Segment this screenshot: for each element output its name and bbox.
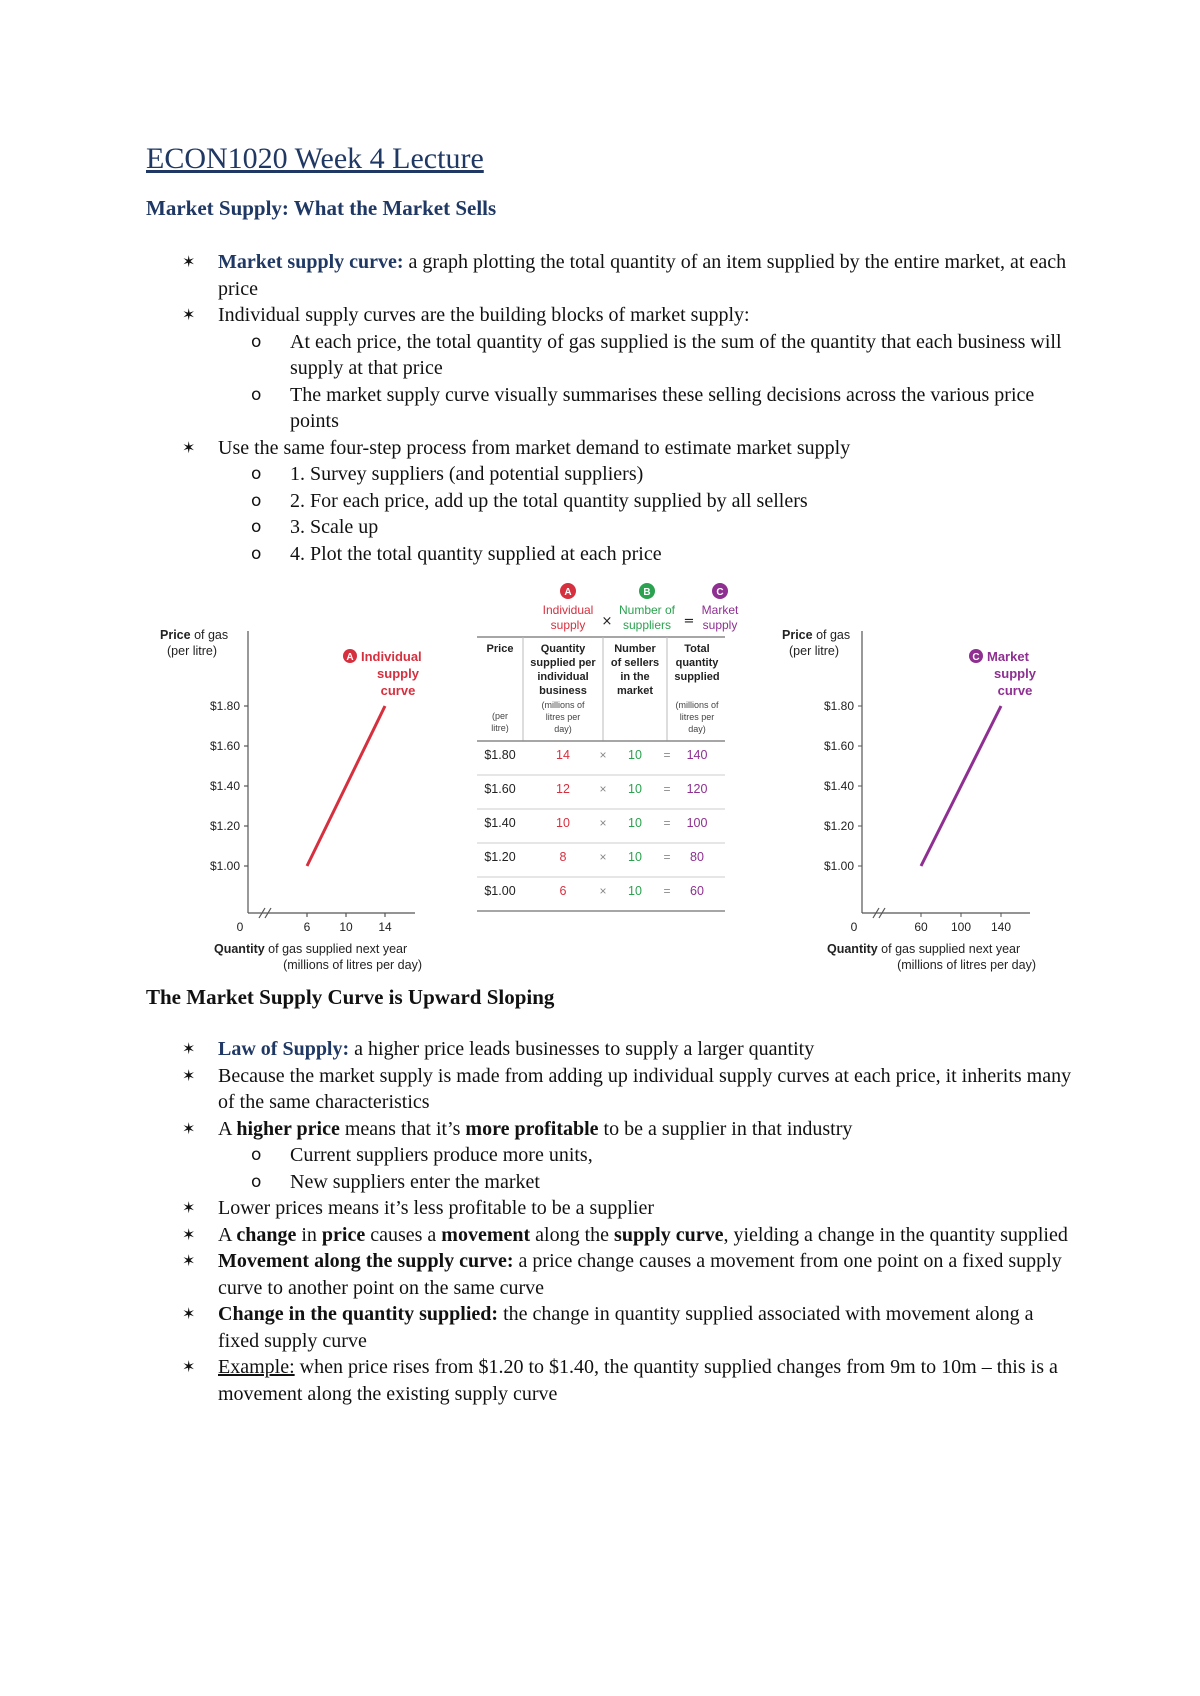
y-tick-label: $1.00 [823,859,854,873]
sub-list-item [218,488,1076,515]
y-tick-label: $1.00 [209,859,240,873]
table-top-a-line-1: Individual [542,603,594,617]
cell-qty: 6 [559,884,567,898]
col-header-num-4: market [616,685,654,697]
sub-bullet-icon: o [251,384,262,405]
equals-sign: = [663,782,671,796]
term-movement-along-curve: Movement along the supply curve: [218,1250,514,1272]
sub-list-item-text: 3. Scale up [290,516,379,538]
emphasis-price: price [321,1223,366,1246]
cell-price: $1.80 [484,748,516,762]
text-run: to be a supplier in that industry [598,1117,853,1140]
x-tick-label: 6 [303,920,311,934]
sub-list [218,461,1076,567]
times-sign: × [601,614,613,629]
table-row [477,748,725,775]
list-item [146,1195,1076,1222]
curve-label-line-3: curve [997,683,1033,698]
text-run: along the [530,1223,615,1246]
upward-sloping-bullets [146,1036,1076,1407]
sub-list-item [218,1142,1076,1169]
table-top-b-line-2: suppliers [622,618,672,632]
emphasis-higher-price: higher price [236,1117,340,1140]
table-badge-c-letter: C [716,587,724,598]
sub-list-item-text: The market supply curve visually summarises these selling decisions across the various price points [290,383,1035,432]
col-header-total-2: quantity [675,657,719,669]
col-unit-qty-2: litres per [545,712,581,722]
left-y-axis-unit: (per litre) [167,644,218,658]
cell-qty: 14 [556,748,570,762]
times-sign: × [599,748,607,762]
individual-supply-chart [160,628,422,972]
bullet-icon: ✶ [182,1224,196,1244]
cell-qty: 10 [556,816,570,830]
cell-sellers: 10 [628,850,642,864]
market-supply-chart [770,625,1070,985]
bullet-icon: ✶ [182,1251,196,1270]
col-header-num-1: Number [614,643,656,655]
individual-supply-curve [307,706,385,866]
equals-sign: = [663,816,671,830]
section-heading-upward-sloping: The Market Supply Curve is Upward Sloping [146,985,555,1009]
cell-price: $1.60 [484,782,516,796]
emphasis-more-profitable: more profitable [465,1117,599,1140]
col-header-num-3: in the [620,671,650,683]
x-tick-label: 100 [950,920,972,934]
col-header-price: Price [486,643,514,655]
x-tick-label: 0 [850,920,858,934]
curve-label-line-1: Market [987,649,1029,664]
list-item [146,1301,1076,1354]
col-header-qty-1: Quantity [540,643,586,655]
table-row [484,884,704,898]
sub-bullet-icon: o [251,331,262,352]
col-unit-qty-1: (millions of [541,700,585,710]
table-badge-a-letter: A [564,587,572,598]
emphasis-movement: movement [441,1223,531,1246]
table-badge-b-letter: B [643,587,651,598]
text-run: causes a [365,1223,442,1246]
list-item [146,435,1076,568]
col-unit-price-2: litre) [491,723,509,733]
list-item [146,1036,1076,1063]
x-tick-label: 140 [990,920,1012,934]
x-tick-label: 60 [914,920,928,934]
sub-list-item-text: New suppliers enter the market [290,1170,540,1193]
y-tick-label: $1.80 [823,699,854,713]
times-sign: × [599,884,607,898]
sub-bullet-icon: o [251,464,262,484]
term-law-of-supply: Law of Supply: [218,1038,350,1060]
market-supply-curve [921,706,1001,866]
list-item [146,1063,1076,1116]
curve-label-line-2: supply [994,666,1036,681]
definition-text: a higher price leads businesses to supply a larger quantity [349,1038,815,1060]
y-tick-label: $1.20 [209,819,240,833]
equals-sign: = [683,614,695,629]
right-y-axis-label: Price of gas [782,628,851,642]
emphasis-change: change [236,1223,297,1246]
left-x-axis-label: Quantity of gas supplied next year [214,942,408,956]
sub-list-item [218,461,1076,488]
col-header-qty-4: business [539,685,587,697]
cell-qty: 8 [559,850,567,864]
col-unit-total-3: day) [688,724,706,734]
cell-total: 140 [686,748,708,762]
sub-bullet-icon: o [251,517,262,537]
page-title: ECON1020 Week 4 Lecture [146,142,484,175]
list-item-text: Individual supply curves are the building blocks of market supply: [218,304,750,326]
list-item [146,249,1076,302]
left-y-axis-label: Price of gas [160,628,229,642]
bullet-icon: ✶ [182,1198,196,1217]
text-run: A [218,1223,237,1246]
equals-sign: = [663,850,671,864]
col-header-qty-3: individual [537,671,589,683]
table-top-a-line-2: supply [550,618,586,632]
example-label: Example: [218,1356,295,1378]
sub-bullet-icon: o [251,543,262,564]
col-header-total-1: Total [684,643,710,655]
text-run: in [296,1223,322,1246]
emphasis-supply-curve: supply curve [614,1223,724,1246]
right-y-axis-unit: (per litre) [789,644,840,658]
cell-price: $1.20 [484,850,516,864]
section-heading-market-supply: Market Supply: What the Market Sells [146,196,497,220]
right-x-axis-unit: (millions of litres per day) [897,958,1036,972]
table-top-c-line-2: supply [702,618,738,632]
cell-qty: 12 [556,782,570,796]
sub-list [218,1142,1076,1195]
sub-list-item-text: Current suppliers produce more units, [290,1144,593,1166]
list-item [146,1116,1076,1196]
text-run: A [218,1117,237,1140]
sub-list-item-text: 1. Survey suppliers (and potential suppliers) [290,463,644,485]
x-tick-label: 10 [339,920,353,934]
x-tick-label: 14 [378,920,392,934]
list-item [146,302,1076,435]
curve-label-line-3: curve [380,683,416,698]
sub-bullet-icon: o [251,1171,262,1192]
sub-list-item-text: 2. For each price, add up the total quantity supplied by all sellers [290,489,808,512]
list-item-text: Because the market supply is made from adding up individual supply curves at each price, it inherits many of the same characteristics [218,1064,1072,1113]
cell-price: $1.00 [484,884,516,898]
y-tick-label: $1.40 [209,779,240,793]
sub-list [218,329,1076,435]
definition-text: the change in quantity supplied associated with movement along a fixed supply curve [218,1303,1034,1352]
badge-a-letter: A [346,652,354,663]
y-tick-label: $1.40 [823,779,854,793]
term-change-in-quantity-supplied: Change in the quantity supplied: [218,1303,499,1325]
times-sign: × [599,782,607,796]
times-sign: × [599,816,607,830]
badge-c-letter: C [972,652,980,663]
bullet-icon: ✶ [182,1357,196,1376]
example-text: when price rises from $1.20 to $1.40, the quantity supplied changes from 9m to 10m – this is a movement along the existing supply curve [218,1356,1058,1405]
supply-data-table [477,635,727,935]
text-run: means that it’s [339,1117,466,1140]
col-unit-total-1: (millions of [675,700,719,710]
list-item [146,1354,1076,1407]
cell-total: 100 [686,816,708,830]
cell-sellers: 10 [628,816,642,830]
left-x-axis-unit: (millions of litres per day) [283,958,422,972]
equals-sign: = [663,884,671,898]
left-y-ticks [210,699,248,873]
sub-list-item [218,541,1076,568]
col-unit-total-2: litres per [679,712,715,722]
times-sign: × [599,850,607,864]
definition-text: a graph plotting the total quantity of an item supplied by the entire market, at each price [218,251,1067,300]
cell-total: 60 [690,884,704,898]
sub-list-item-text: At each price, the total quantity of gas supplied is the sum of the quantity that each business will supply at that price [290,330,1062,379]
table-row [477,816,725,843]
y-tick-label: $1.20 [823,819,854,833]
col-header-qty-2: supplied per [530,657,596,669]
cell-sellers: 10 [628,748,642,762]
list-item [146,1248,1076,1301]
sub-list-item [218,382,1076,435]
right-x-axis-label: Quantity of gas supplied next year [827,942,1021,956]
text-run: , yielding a change in the quantity supplied [723,1223,1068,1246]
bullet-icon: ✶ [182,252,196,271]
list-item [146,1222,1076,1249]
col-unit-qty-3: day) [554,724,572,734]
equals-sign: = [663,748,671,762]
sub-bullet-icon: o [251,1145,262,1165]
bullet-icon: ✶ [182,1065,196,1085]
y-tick-label: $1.60 [823,739,854,753]
list-item-text: Use the same four-step process from market demand to estimate market supply [218,436,851,459]
cell-sellers: 10 [628,782,642,796]
col-header-total-3: supplied [674,671,720,683]
col-unit-price-1: (per [491,711,509,721]
curve-label-line-2: supply [377,666,419,681]
bullet-icon: ✶ [182,1118,196,1138]
sub-list-item-text: 4. Plot the total quantity supplied at each price [290,542,662,565]
bullet-icon: ✶ [182,437,196,457]
bullet-icon: ✶ [182,1039,196,1058]
cell-price: $1.40 [484,816,516,830]
x-tick-label: 0 [236,920,244,934]
term-market-supply-curve: Market supply curve: [218,251,404,273]
curve-label-line-1: Individual [361,649,422,664]
cell-total: 80 [690,850,704,864]
y-tick-label: $1.80 [209,699,240,713]
definition-text: a price change causes a movement from one point on a fixed supply curve to another point on the same curve [218,1250,1062,1299]
cell-total: 120 [686,782,708,796]
bullet-icon: ✶ [182,1304,196,1323]
table-top-b-line-1: Number of [618,603,676,617]
sub-list-item [218,514,1076,541]
list-item-text: Lower prices means it’s less profitable to be a supplier [218,1197,654,1219]
y-tick-label: $1.60 [209,739,240,753]
sub-list-item [218,329,1076,382]
table-row [477,850,725,877]
market-supply-bullets [146,249,1076,567]
market-supply-figure [150,587,1070,1035]
table-top-c-line-1: Market [701,603,739,617]
table-row [477,782,725,809]
col-header-num-2: of sellers [610,657,660,669]
sub-bullet-icon: o [251,490,262,511]
bullet-icon: ✶ [182,305,196,324]
sub-list-item [218,1169,1076,1196]
cell-sellers: 10 [628,884,642,898]
